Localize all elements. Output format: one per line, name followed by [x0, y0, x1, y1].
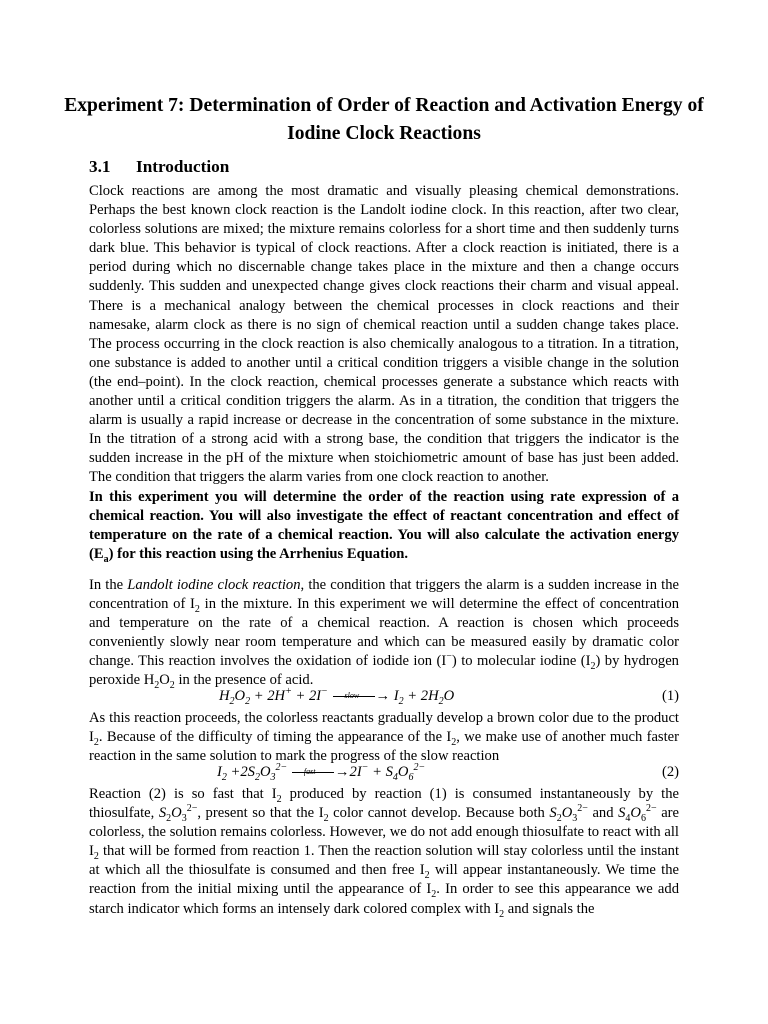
intro-paragraph: Clock reactions are among the most dramatic and visually pleasing chemical demonstrations. Perhaps the best known clock reaction is the Landolt iodine clock. In this reaction, after two clear, colorless solutions are mixed; the mixture remains colorless for a short time and then suddenly turns dark blue. This behavior is typical of clock reactions. After a clock reaction is initiated, there is a period during which no discernable change takes place in the mixture and then a change occurs suddenly. This sudden and unexpected change gives clock reactions their charm and visual appeal. There is a mechanical analogy between the chemical processes in clock reactions and their namesake, alarm clock as there is no sign of chemical reaction until a sudden change takes place. The process occurring in the clock reaction is also chemically analogous to a titration. In a titration, one substance is added to another until a critical condition triggers a visible change in the solution (the end–point). In the clock reaction, chemical processes generate a substance which reacts with another until a critical condition triggers the alarm. As in a titration, the condition that triggers the alarm is usually a rapid increase or decrease in the concentration of some substance in the mixture. In the titration of a strong acid with a strong base, the condition that triggers the indicator is the sudden increase in the pH of the mixture when stoichiometric amount of base has just been added. The condition that triggers the alarm varies from one clock reaction to another. [89, 183, 679, 486]
equation-1-number: (1) [661, 688, 679, 704]
progress-paragraph: As this reaction proceeds, the colorless reactants gradually develop a brown color due to the product $I_2$. Because of the difficulty of timing the appearance of the $I_2$, we make use of another much faster reaction in the same solution to mark the progress of the slow reaction [89, 710, 680, 765]
equation-2-expression: $I_2 +2S_2O_3^{2-}$ fast $\to 2I^- + S_4O_6^{2-}$ [217, 762, 426, 783]
landolt-paragraph: In the Landolt iodine clock reaction, the condition that triggers the alarm is a sudden increase in the concentration of $I_2$ in the mixture. In this experiment we will determine the effect of concentration and temperature on the rate of a chemical reaction. A reaction is chosen which proceeds conveniently slowly near room temperature and which can be measured easily by dramatic color change. This reaction involves the oxidation of iodide ion (I−) to molecular iodine $(I_2)$ by hydrogen peroxide $H_2O_2$ in the presence of acid. [89, 577, 679, 692]
page-title: Experiment 7: Determination of Order of Reaction and Activation Energy of Iodine Clock Reactions [64, 95, 704, 144]
equation-1-expression: $H_2O_2 + 2H^+ + 2I^-$ slow → $I_2 + 2H_2O$ [219, 686, 455, 707]
section-number: 3.1 [89, 157, 111, 176]
objective-paragraph: In this experiment you will determine the order of the reaction using rate expression of a chemical reaction. You will also investigate the effect of reactant concentration and effect of temperature on the rate of a chemical reaction. You will also calculate the activation energy $(E_a)$ for this reaction using the Arrhenius Equation. [89, 489, 679, 566]
equation-2-arrow-label: fast [303, 767, 316, 777]
equation-1 [89, 687, 679, 709]
thiosulfate-paragraph: Reaction (2) is so fast that $I_2$ produced by reaction (1) is consumed instantaneously by the thiosulfate, $S_2O_3^{2-}$, present so that the $I_2$ color cannot develop. Because both $S_2O_3^{2-}$ and $S_4O_6^{2-}$ are colorless, the solution remains colorless. However, we do not add enough thiosulfate to react with all $I_2$ that will be formed from reaction 1. Then the reaction solution will stay colorless until the instant at which all the thiosulfate is consumed and then free $I_2$ will appear instantaneously. We time the reaction from the initial mixing until the appearance of $I_2$. In order to see this appearance we add starch indicator which forms an intensely dark colored complex with $I_2$ and signals the [89, 786, 680, 920]
equation-1-arrow-label: slow [344, 691, 360, 701]
section-heading [89, 156, 229, 178]
equation-2 [89, 763, 679, 785]
section-title: Introduction [136, 157, 230, 176]
equation-2-number: (2) [661, 764, 679, 780]
